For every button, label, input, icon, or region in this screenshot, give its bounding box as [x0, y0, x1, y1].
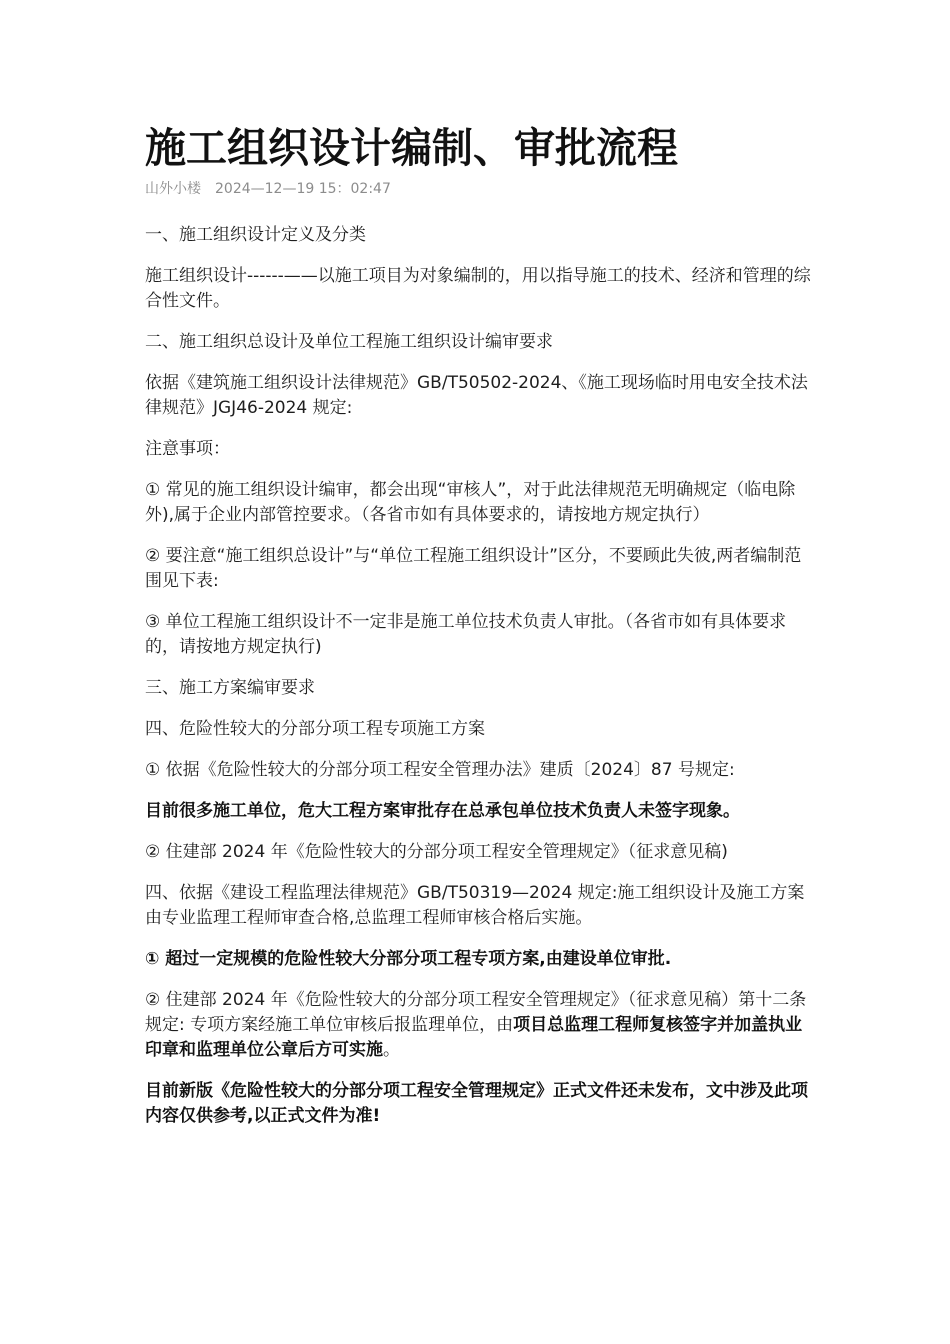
- definition-paragraph: 施工组织设计------——以施工项目为对象编制的，用以指导施工的技术、经济和管理的综合性文件。: [145, 266, 811, 311]
- article-title: 施工组织设计编制、审批流程: [145, 124, 678, 172]
- highlight-warning: 目前很多施工单位，危大工程方案审批存在总承包单位技术负责人未签字现象。: [145, 801, 740, 821]
- article: [145, 120, 813, 1145]
- regulation-text: ② 住建部 2024 年《危险性较大的分部分项工程安全管理规定》（征求意见稿）第十二条规定: 专项方案经施工单位审核后报监理单位，由: [145, 990, 807, 1035]
- note-item-1: ① 常见的施工组织设计编审，都会出现“审核人”，对于此法律规范无明确规定（临电除外),属于企业内部管控要求。（各省市如有具体要求的，请按地方规定执行）: [145, 480, 796, 525]
- regulation-emphasis: 项目总监理工程师复核签字并加盖执业印章和监理单位公章后方可实施: [145, 1015, 803, 1060]
- closing-note: 目前新版《危险性较大的分部分项工程安全管理规定》正式文件还未发布，文中涉及此项内容仅供参考,以正式文件为准!: [145, 1081, 808, 1126]
- note-item-3: ③ 单位工程施工组织设计不一定非是施工单位技术负责人审批。（各省市如有具体要求的，请按地方规定执行): [145, 612, 787, 657]
- notes-heading: 注意事项：: [145, 439, 230, 459]
- note-item-2: ② 要注意“施工组织总设计”与“单位工程施工组织设计”区分，不要顾此失彼,两者编制范围见下表:: [145, 546, 802, 591]
- author-name: 山外小楼: [145, 181, 201, 197]
- regulation-item-3: [145, 988, 813, 1063]
- article-meta: [145, 179, 813, 199]
- section-heading-2: 二、施工组织总设计及单位工程施工组织设计编审要求: [145, 332, 553, 352]
- section-heading-3: 三、施工方案编审要求: [145, 678, 315, 698]
- regulation-tail: 。: [383, 1040, 400, 1060]
- publish-datetime: 2024—12—19 15：02:47: [215, 181, 391, 197]
- basis-paragraph: 依据《建筑施工组织设计法律规范》GB/T50502-2024、《施工现场临时用电安全技术法律规范》JGJ46-2024 规定:: [145, 373, 808, 418]
- supervision-paragraph: 四、依据《建设工程监理法律规范》GB/T50319—2024 规定:施工组织设计及施工方案由专业监理工程师审查合格,总监理工程师审核合格后实施。: [145, 883, 805, 928]
- section-heading-1: 一、施工组织设计定义及分类: [145, 225, 366, 245]
- regulation-item-1: ① 依据《危险性较大的分部分项工程安全管理办法》建质〔2024〕87 号规定:: [145, 760, 735, 780]
- regulation-item-2: ② 住建部 2024 年《危险性较大的分部分项工程安全管理规定》（征求意见稿): [145, 842, 728, 862]
- section-heading-4: 四、危险性较大的分部分项工程专项施工方案: [145, 719, 485, 739]
- highlight-approval: ① 超过一定规模的危险性较大分部分项工程专项方案,由建设单位审批.: [145, 949, 672, 969]
